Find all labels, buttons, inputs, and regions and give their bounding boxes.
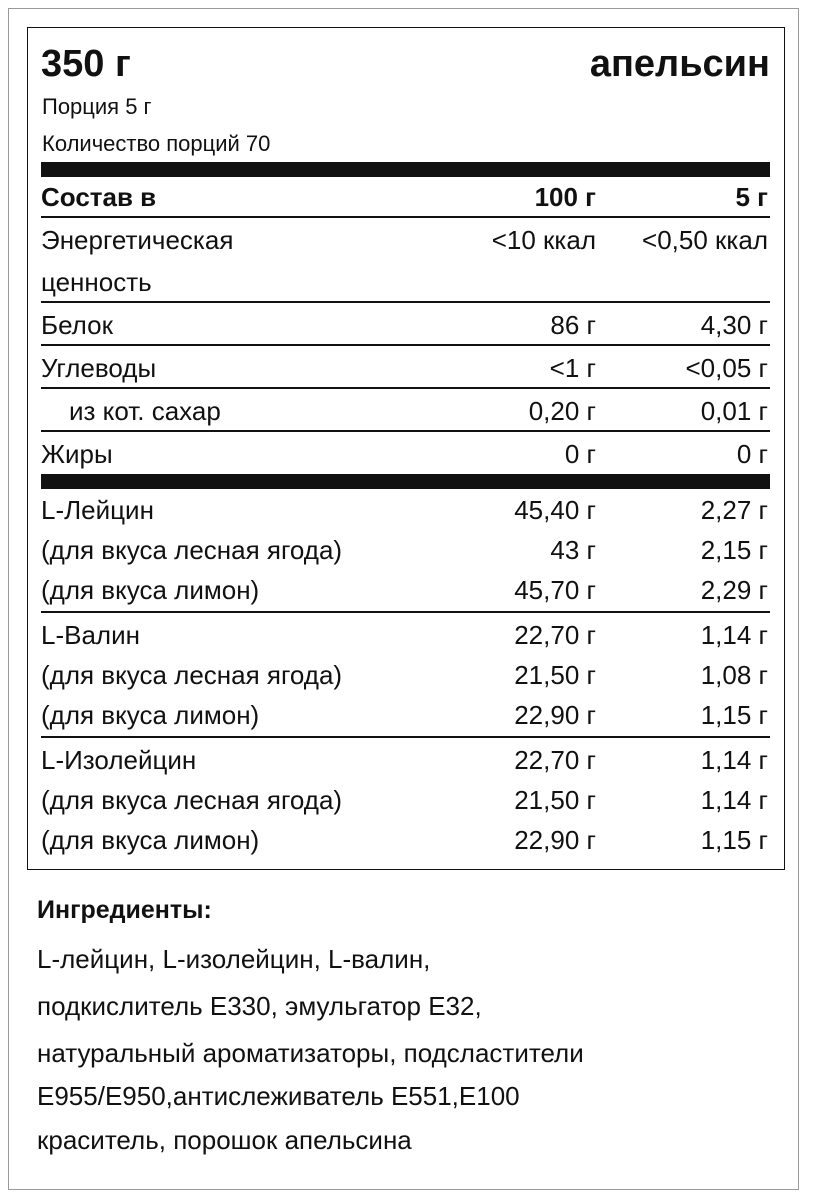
- package-weight: 350 г: [41, 43, 131, 85]
- row-divider: [41, 216, 770, 218]
- value-100g: 0 г: [564, 439, 596, 469]
- portion-size: Порция 5 г: [42, 94, 152, 119]
- value-100g: <1 г: [549, 353, 596, 383]
- value-100g: 43 г: [550, 535, 596, 565]
- row-divider: [41, 387, 770, 389]
- value-5g: 1,15 г: [700, 700, 768, 730]
- column-header-name: Состав в: [41, 182, 157, 212]
- row-divider: [41, 344, 770, 346]
- ingredients-line: подкислитель E330, эмульгатор E32,: [37, 991, 482, 1021]
- value-5g: 1,14 г: [700, 745, 768, 775]
- thick-divider: [41, 162, 770, 177]
- column-header-100g: 100 г: [534, 182, 596, 212]
- value-5g: <0,05 г: [685, 353, 768, 383]
- amino-name: L-Валин: [41, 620, 140, 650]
- amino-name: L-Лейцин: [41, 495, 154, 525]
- nutrient-name: Углеводы: [41, 353, 157, 383]
- ingredients-line: E955/E950,антислеживатель E551,E100: [37, 1081, 520, 1111]
- ingredients-line: L-лейцин, L-изолейцин, L-валин,: [37, 944, 431, 974]
- value-5g: <0,50 ккал: [642, 225, 768, 255]
- value-100g: <10 ккал: [491, 225, 596, 255]
- value-100g: 21,50 г: [514, 660, 596, 690]
- value-100g: 45,40 г: [514, 495, 596, 525]
- value-5g: 1,14 г: [700, 620, 768, 650]
- value-5g: 2,15 г: [700, 535, 768, 565]
- value-5g: 0 г: [736, 439, 768, 469]
- row-divider: [41, 430, 770, 432]
- value-100g: 22,70 г: [514, 620, 596, 650]
- value-5g: 1,08 г: [700, 660, 768, 690]
- amino-name: (для вкуса лесная ягода): [41, 785, 343, 815]
- thick-divider: [41, 474, 770, 489]
- ingredients-line: натуральный ароматизаторы, подсластители: [37, 1038, 584, 1068]
- value-100g: 22,70 г: [514, 745, 596, 775]
- value-100g: 22,90 г: [514, 700, 596, 730]
- servings-count: Количество порций 70: [42, 131, 271, 156]
- nutrient-name: Энергетическая: [41, 225, 234, 255]
- value-5g: 0,01 г: [700, 396, 768, 426]
- value-100g: 21,50 г: [514, 785, 596, 815]
- row-divider: [41, 736, 770, 738]
- value-100g: 45,70 г: [514, 575, 596, 605]
- nutrient-name: из кот. сахар: [69, 396, 221, 426]
- value-5g: 1,14 г: [700, 785, 768, 815]
- amino-name: (для вкуса лимон): [41, 575, 260, 605]
- row-divider: [41, 611, 770, 613]
- row-divider: [41, 301, 770, 303]
- value-5g: 4,30 г: [700, 310, 768, 340]
- value-100g: 22,90 г: [514, 825, 596, 855]
- value-100g: 0,20 г: [528, 396, 596, 426]
- column-header-5g: 5 г: [735, 182, 768, 212]
- value-5g: 2,27 г: [700, 495, 768, 525]
- amino-name: (для вкуса лесная ягода): [41, 535, 343, 565]
- amino-name: (для вкуса лимон): [41, 700, 260, 730]
- nutrient-name: Белок: [41, 310, 113, 340]
- amino-name: (для вкуса лесная ягода): [41, 660, 343, 690]
- flavor-name: апельсин: [589, 43, 770, 85]
- nutrient-name: ценность: [41, 267, 152, 297]
- value-5g: 2,29 г: [700, 575, 768, 605]
- nutrition-panel: [27, 27, 785, 870]
- value-5g: 1,15 г: [700, 825, 768, 855]
- value-100g: 86 г: [550, 310, 596, 340]
- amino-name: L-Изолейцин: [41, 745, 197, 775]
- amino-name: (для вкуса лимон): [41, 825, 260, 855]
- ingredients-line: краситель, порошок апельсина: [37, 1125, 412, 1155]
- nutrient-name: Жиры: [41, 439, 113, 469]
- ingredients-title: Ингредиенты:: [37, 896, 212, 924]
